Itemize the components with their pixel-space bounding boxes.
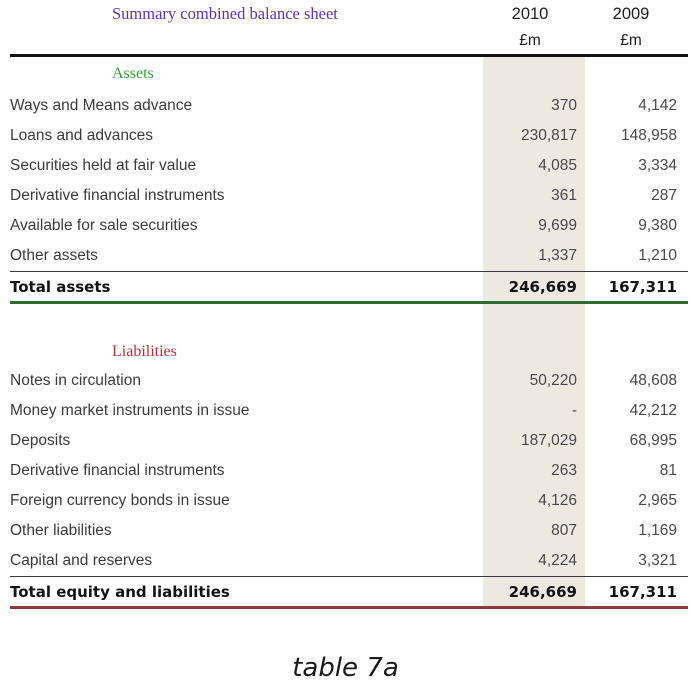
total-value-2010: 246,669 (508, 582, 577, 601)
row-label: Loans and advances (10, 127, 154, 144)
total-value-2009: 167,311 (608, 277, 677, 296)
value-2009: 3,334 (638, 157, 677, 174)
value-2009: 2,965 (638, 492, 677, 509)
table-row (10, 151, 688, 181)
value-2009: 68,995 (629, 432, 677, 449)
section-gap (10, 304, 688, 338)
value-2010: 187,029 (520, 432, 577, 449)
total-value-2010: 246,669 (508, 277, 577, 296)
row-label: Securities held at fair value (10, 157, 197, 174)
value-2010: 230,817 (520, 127, 577, 144)
value-2010: 361 (551, 187, 577, 204)
row-label: Other assets (10, 247, 98, 264)
value-2009: 1,169 (638, 522, 677, 539)
value-2010: 370 (551, 97, 577, 114)
table-row (10, 486, 688, 516)
table-row (10, 181, 688, 211)
row-label: Derivative financial instruments (10, 462, 225, 479)
value-2010: 50,220 (529, 372, 577, 389)
table-row (10, 396, 688, 426)
table-row (10, 456, 688, 486)
value-2010: 263 (551, 462, 577, 479)
value-2009: 3,321 (638, 552, 677, 569)
value-2009: 4,142 (638, 97, 677, 114)
total-assets-row (10, 271, 688, 304)
value-2010: 4,224 (538, 552, 577, 569)
table-row (10, 91, 688, 121)
value-2010: 9,699 (538, 217, 577, 234)
row-label: Available for sale securities (10, 217, 198, 234)
total-label: Total equity and liabilities (10, 582, 230, 601)
row-label: Other liabilities (10, 522, 112, 539)
column-header-2009: 2009 (612, 4, 650, 23)
row-label: Capital and reserves (10, 552, 153, 569)
section-heading-assets: Assets (112, 65, 154, 82)
value-2009: 9,380 (638, 217, 677, 234)
value-2009: 148,958 (620, 127, 677, 144)
table-row (10, 366, 688, 396)
table-row (10, 546, 688, 576)
row-label: Foreign currency bonds in issue (10, 492, 230, 509)
total-label: Total assets (10, 277, 111, 296)
table-header (10, 0, 688, 57)
value-2010: 4,085 (538, 157, 577, 174)
row-label: Derivative financial instruments (10, 187, 225, 204)
table-row (10, 516, 688, 546)
total-equity-liabilities-row (10, 576, 688, 609)
table-row (10, 121, 688, 151)
value-2009: 81 (659, 462, 677, 479)
value-2010: 4,126 (538, 492, 577, 509)
unit-label-2010: £m (519, 32, 541, 49)
table-row (10, 241, 688, 271)
table-caption: table 7a (292, 653, 399, 683)
value-2010: 1,337 (538, 247, 577, 264)
section-heading-liabilities: Liabilities (112, 343, 177, 360)
total-value-2009: 167,311 (608, 582, 677, 601)
unit-label-2009: £m (620, 32, 642, 49)
table-row (10, 211, 688, 241)
value-2009: 287 (651, 187, 677, 204)
page-title: Summary combined balance sheet (112, 4, 338, 23)
value-2009: 1,210 (638, 247, 677, 264)
value-2009: 48,608 (629, 372, 677, 389)
table-row (10, 426, 688, 456)
row-label: Ways and Means advance (10, 97, 193, 114)
value-2009: 42,212 (629, 402, 677, 419)
value-2010: 807 (551, 522, 577, 539)
value-2010: - (571, 402, 577, 419)
row-label: Notes in circulation (10, 372, 141, 389)
row-label: Deposits (10, 432, 71, 449)
column-header-2010: 2010 (511, 4, 549, 23)
balance-sheet-table (10, 0, 688, 609)
row-label: Money market instruments in issue (10, 402, 250, 419)
